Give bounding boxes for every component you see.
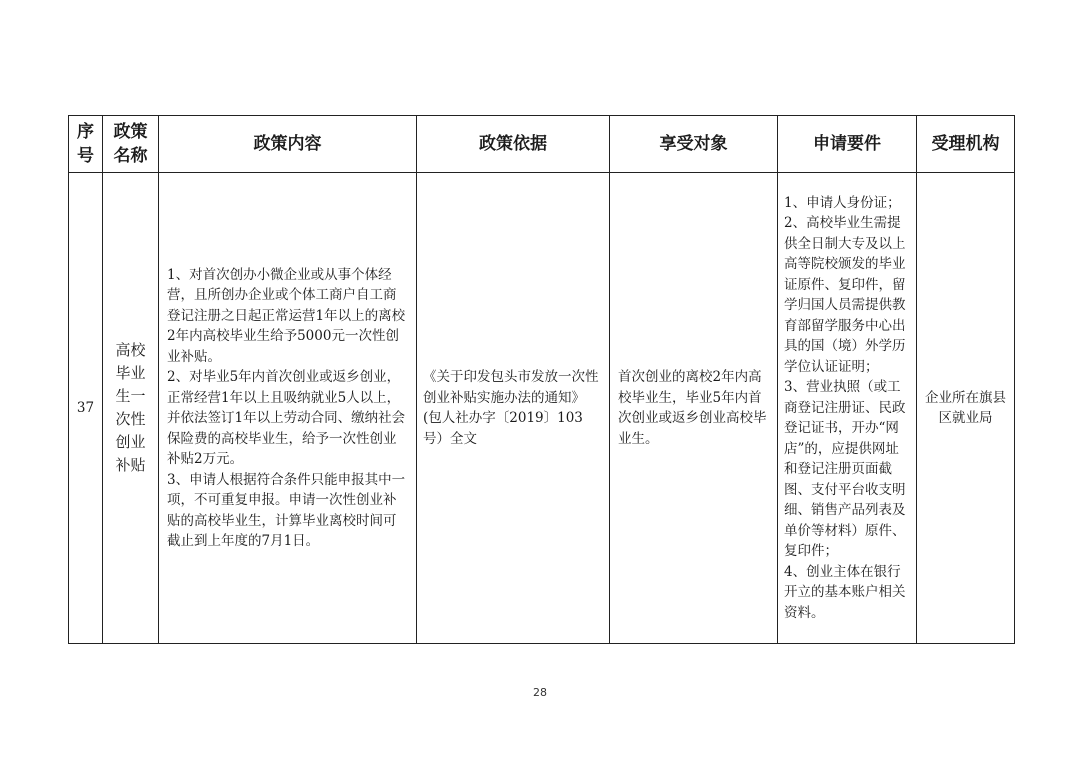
header-agency: 受理机构 (917, 116, 1015, 173)
content-item-3: 3、申请人根据符合条件只能申报其中一项，不可重复申报。申请一次性创业补贴的高校毕业生，计算毕业离校时间可截止到上年度的7月1日。 (167, 471, 406, 549)
table-header-row (69, 116, 1015, 173)
header-basis: 政策依据 (417, 116, 610, 173)
requirement-item-4: 4、创业主体在银行开立的基本账户相关资料。 (784, 563, 906, 621)
header-content: 政策内容 (159, 116, 417, 173)
requirement-item-2: 2、高校毕业生需提供全日制大专及以上高等院校颁发的毕业证原件、复印件，留学归国人员需提供教育部留学服务中心出具的国（境）外学历学位认证证明； (784, 215, 906, 375)
cell-policy-name: 高校毕业生一次性创业补贴 (103, 173, 159, 644)
cell-agency: 企业所在旗县区就业局 (917, 173, 1015, 644)
cell-policy-basis: 《关于印发包头市发放一次性创业补贴实施办法的通知》(包人社办字〔2019〕103号）全文 (417, 173, 610, 644)
content-item-1: 1、对首次创办小微企业或从事个体经营，且所创办企业或个体工商户自工商登记注册之日起正常运营1年以上的离校2年内高校毕业生给予5000元一次性创业补贴。 (167, 266, 406, 365)
content-item-2: 2、对毕业5年内首次创业或返乡创业，正常经营1年以上且吸纳就业5人以上，并依法签订1年以上劳动合同、缴纳社会保险费的高校毕业生，给予一次性创业补贴2万元。 (167, 369, 406, 467)
header-seq: 序号 (69, 116, 103, 173)
cell-policy-content (159, 173, 417, 644)
table-row (69, 173, 1015, 644)
cell-requirements (778, 173, 917, 644)
header-requirements: 申请要件 (778, 116, 917, 173)
page-number: 28 (533, 686, 547, 699)
requirement-item-3: 3、营业执照（或工商登记注册证、民政登记证书，开办“网店”的，应提供网址和登记注册页面截图、支付平台收支明细、销售产品列表及单价等材料）原件、复印件； (784, 379, 906, 560)
header-name: 政策名称 (103, 116, 159, 173)
policy-table (68, 115, 1015, 644)
cell-seq: 37 (69, 173, 103, 644)
cell-target: 首次创业的离校2年内高校毕业生，毕业5年内首次创业或返乡创业高校毕业生。 (610, 173, 778, 644)
requirement-item-1: 1、申请人身份证； (784, 194, 901, 211)
header-target: 享受对象 (610, 116, 778, 173)
